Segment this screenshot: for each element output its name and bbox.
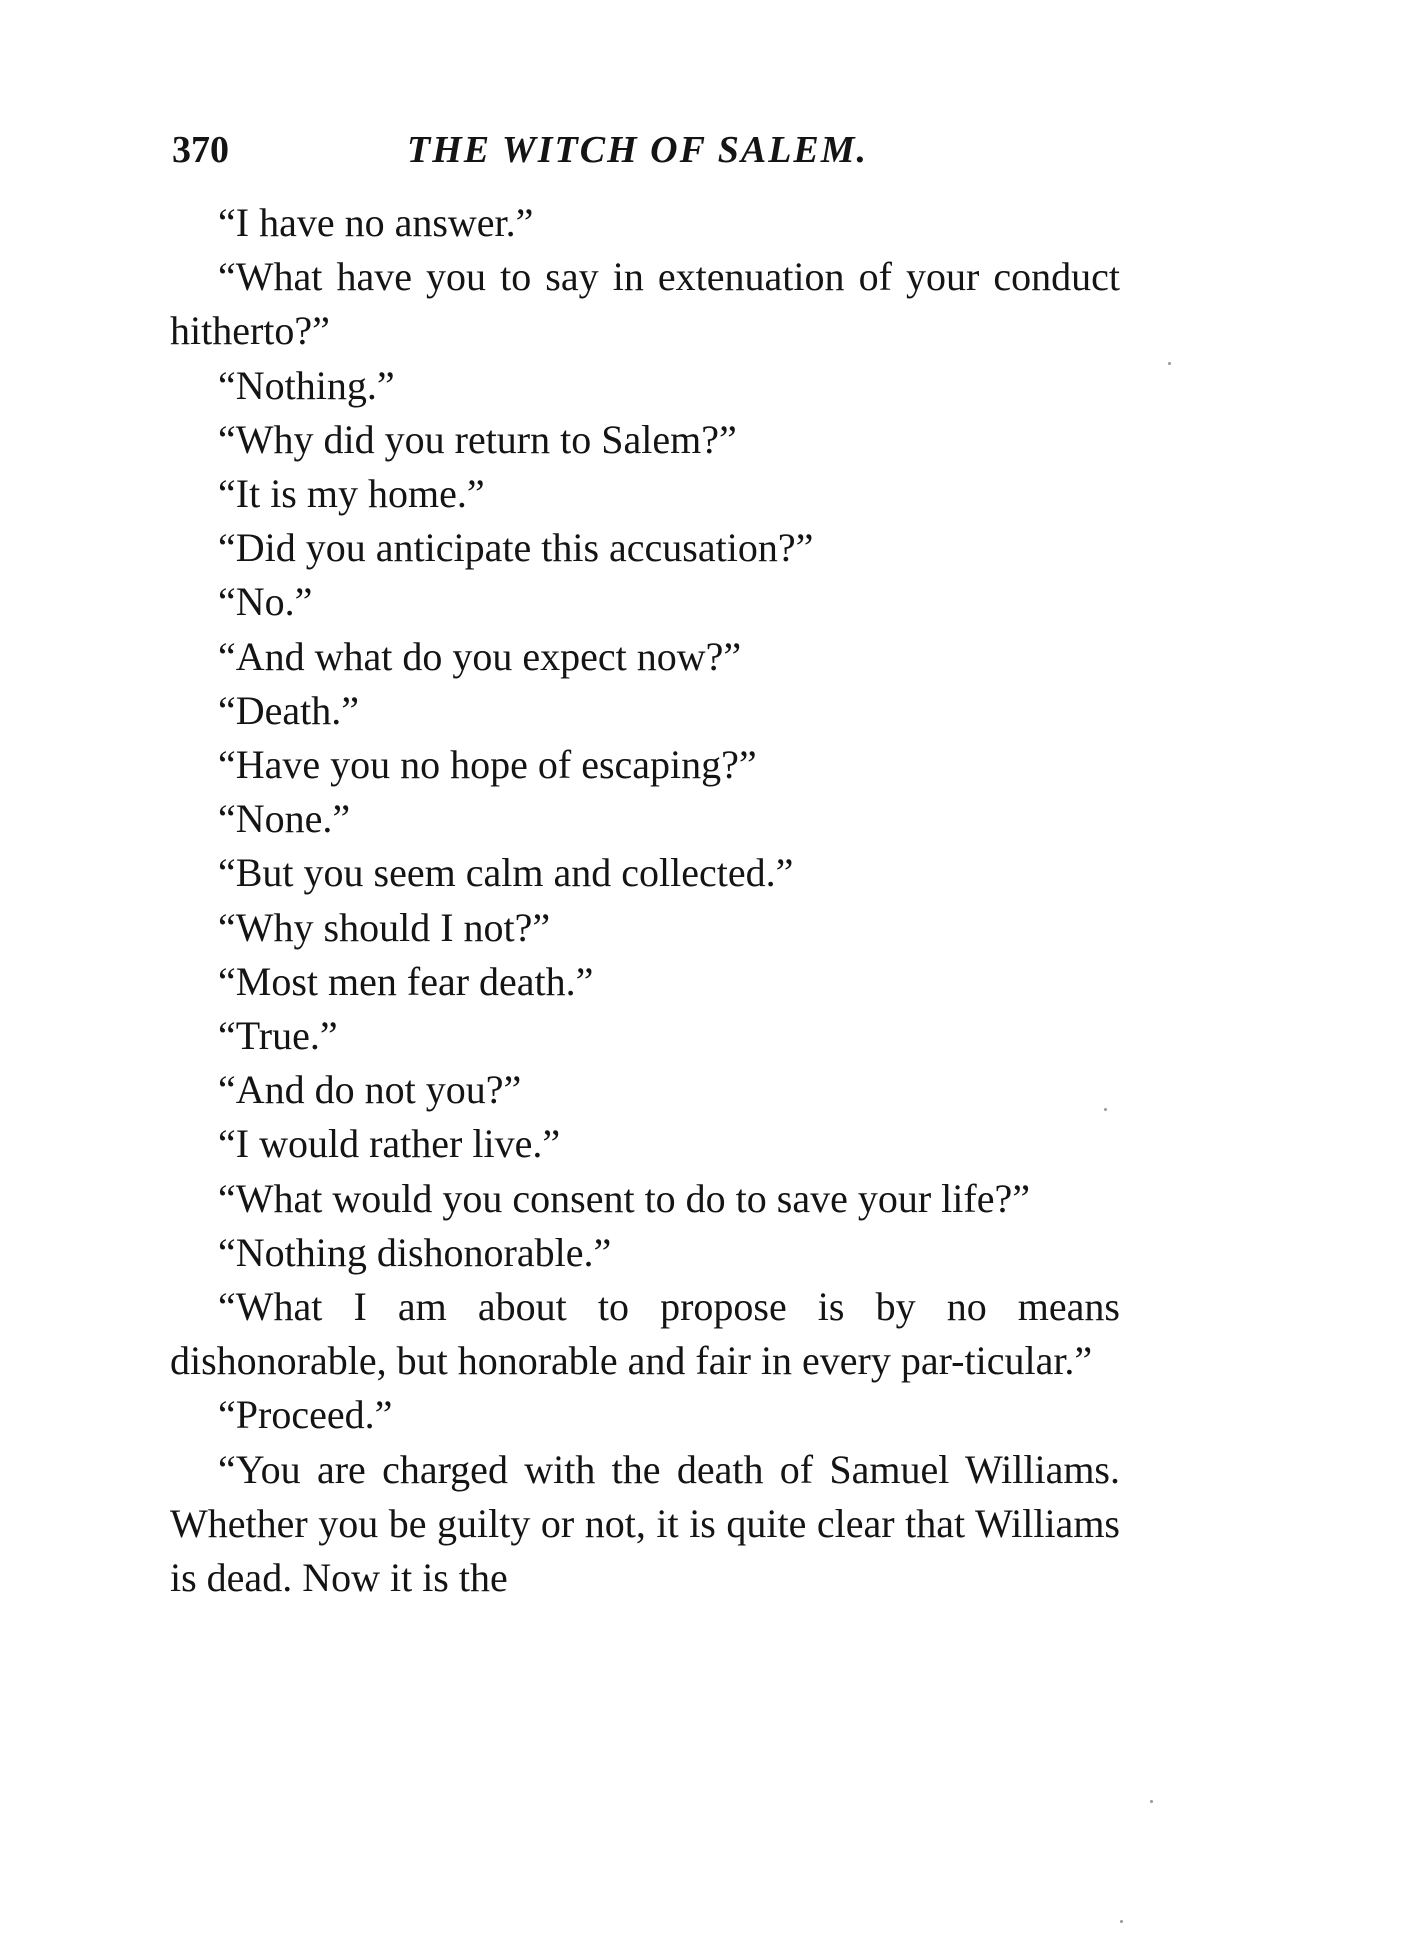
paragraph: “What would you consent to do to save your life?” bbox=[218, 1175, 1030, 1221]
paragraph: “Why did you return to Salem?” bbox=[218, 416, 737, 462]
paragraph: “I have no answer.” bbox=[218, 200, 534, 245]
paragraph: “Did you anticipate this accusation?” bbox=[218, 525, 814, 571]
paragraph: “It is my home.” bbox=[218, 471, 485, 517]
page-header bbox=[172, 120, 1132, 180]
paragraph: “But you seem calm and collected.” bbox=[218, 850, 794, 896]
scan-speck bbox=[1104, 1108, 1107, 1111]
paragraph: “I would rather live.” bbox=[218, 1121, 561, 1167]
paragraph: “And what do you expect now?” bbox=[218, 633, 742, 679]
running-title: THE WITCH OF SALEM. bbox=[407, 129, 869, 171]
page-number: 370 bbox=[172, 129, 229, 171]
scan-speck bbox=[1150, 1800, 1153, 1803]
scan-speck bbox=[1168, 362, 1171, 365]
paragraph: “What I am about to propose is by no means dishonorable, but honorable and fair in every par-ticular.” bbox=[170, 1284, 1120, 1384]
paragraph: “And do not you?” bbox=[218, 1067, 522, 1113]
paragraph: “None.” bbox=[218, 796, 351, 842]
paragraph: “Death.” bbox=[218, 687, 360, 733]
paragraph: “Proceed.” bbox=[218, 1392, 393, 1438]
paragraph: “Nothing dishonorable.” bbox=[218, 1229, 612, 1275]
scan-speck bbox=[1120, 1920, 1123, 1923]
paragraph: “Why should I not?” bbox=[218, 904, 551, 950]
paragraph: “No.” bbox=[218, 579, 313, 625]
text-body bbox=[170, 196, 1120, 1605]
paragraph: “True.” bbox=[218, 1013, 338, 1059]
paragraph: “Most men fear death.” bbox=[218, 958, 594, 1004]
paragraph: “Have you no hope of escaping?” bbox=[218, 742, 757, 788]
paragraph: “You are charged with the death of Samuel Williams. Whether you be guilty or not, it is quite clear that Williams is dead. Now it is the bbox=[170, 1446, 1120, 1601]
paragraph: “What have you to say in extenuation of your conduct hitherto?” bbox=[170, 254, 1120, 354]
paragraph: “Nothing.” bbox=[218, 362, 395, 408]
